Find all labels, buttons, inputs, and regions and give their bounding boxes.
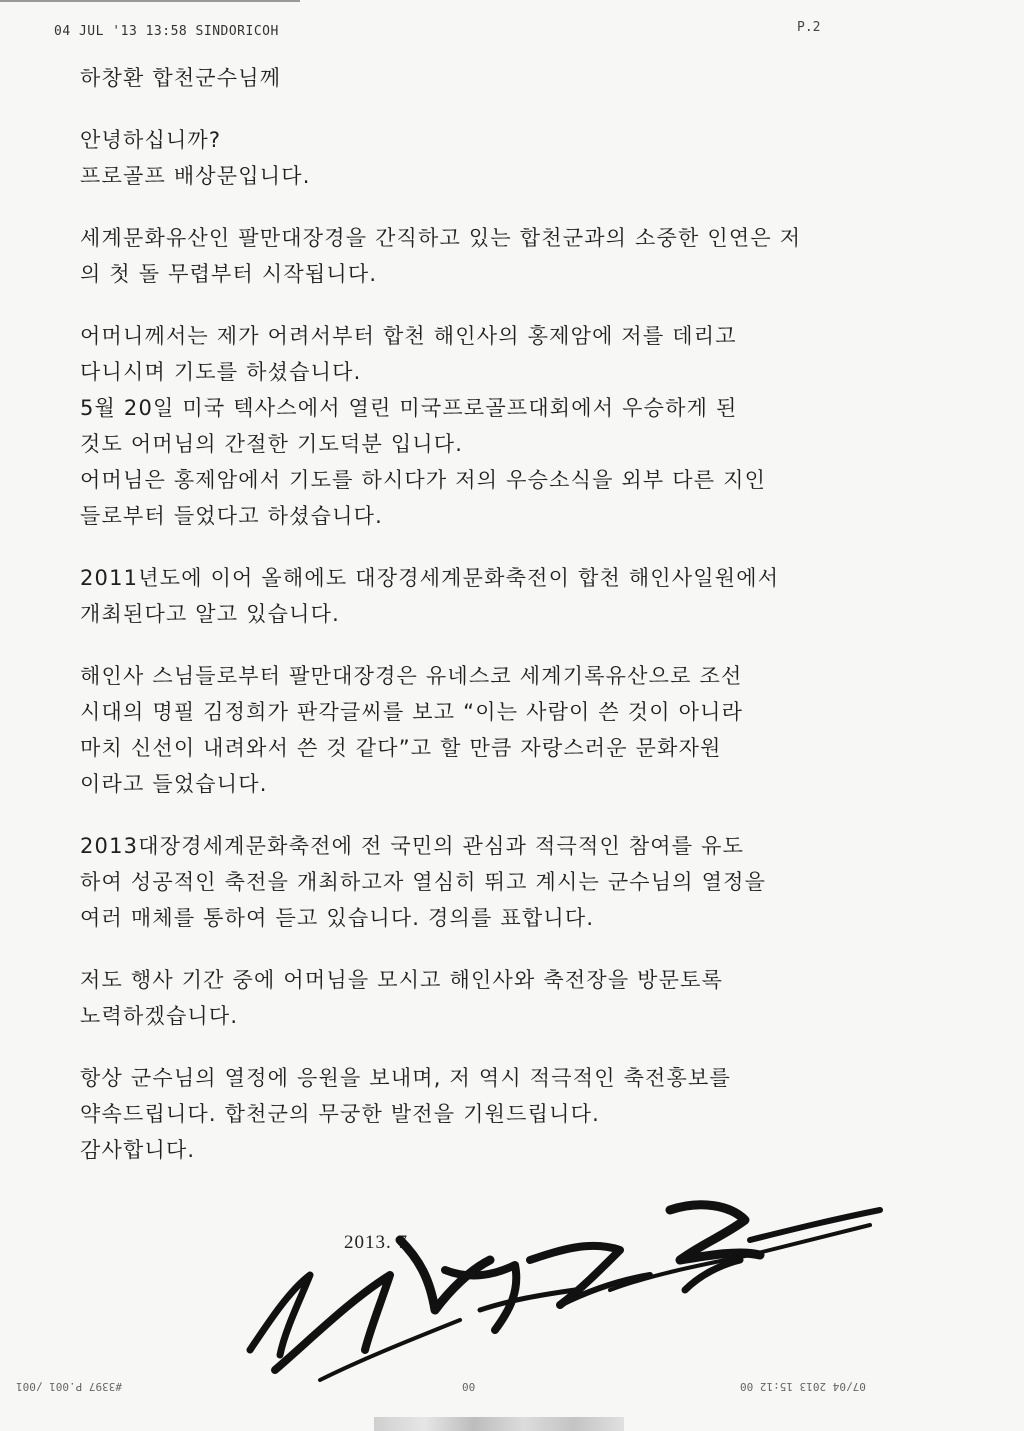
letter-line: 이라고 들었습니다. [80,772,268,796]
letter-line: 것도 어머님의 간절한 기도덕분 입니다. [80,432,464,456]
paragraph-gap [80,292,870,318]
letter-line: 5월 20일 미국 텍사스에서 열린 미국프로골프대회에서 우승하게 된 [80,396,738,420]
intro: 프로골프 배상문입니다. [80,164,311,188]
letter-line: 저도 행사 기간 중에 어머님을 모시고 해인사와 축전장을 방문토록 [80,968,724,992]
letter-line: 항상 군수님의 열정에 응원을 보내며, 저 역시 적극적인 축전홍보를 [80,1066,731,1090]
letter-line: 약속드립니다. 합천군의 무궁한 발전을 기원드립니다. [80,1102,600,1126]
spacer [80,194,870,220]
letter-line: 시대의 명필 김정희가 판각글씨를 보고 “이는 사람이 쓴 것이 아니라 [80,700,744,724]
letter-line: 여러 매체를 통하여 듣고 있습니다. 경의를 표합니다. [80,906,595,930]
paragraph-gap [80,802,870,828]
letter-line: 노력하겠습니다. [80,1004,239,1028]
letter-line: 어머님은 홍제암에서 기도를 하시다가 저의 우승소식을 외부 다른 지인 [80,468,767,492]
paragraphs [80,220,870,1168]
letter-line: 다니시며 기도를 하셨습니다. [80,360,362,384]
letter-line: 들로부터 들었다고 하셨습니다. [80,504,383,528]
letter-line: 개최된다고 알고 있습니다. [80,602,340,626]
letter-body [80,60,870,1168]
paragraph-gap [80,632,870,658]
letter-line: 2011년도에 이어 올해에도 대장경세계문화축전이 합천 해인사일원에서 [80,566,780,590]
fax-footer-left: #3397 P.001 /001 [16,1380,122,1393]
bottom-stamp-strip [374,1417,624,1431]
letter-line: 2013대장경세계문화축전에 전 국민의 관심과 적극적인 참여를 유도 [80,834,745,858]
letter-line: 하여 성공적인 축전을 개최하고자 열심히 뛰고 계시는 군수님의 열정을 [80,870,767,894]
fax-footer-right: 07/04 2013 15:12 00 [740,1380,866,1393]
letter-line: 어머니께서는 제가 어려서부터 합천 해인사의 홍제암에 저를 데리고 [80,324,737,348]
page-number: P.2 [797,20,821,35]
greeting: 안녕하십니까? [80,128,222,152]
salutation: 하창환 합천군수님께 [80,66,282,90]
paragraph-gap [80,936,870,962]
handwritten-signature [230,1180,890,1400]
paragraph-gap [80,1034,870,1060]
letter-line: 감사합니다. [80,1138,196,1162]
top-rule [0,0,300,2]
paragraph-gap [80,534,870,560]
letter-date: 2013. 7. [344,1232,414,1253]
letter-line: 해인사 스님들로부터 팔만대장경은 유네스코 세계기록유산으로 조선 [80,664,743,688]
letter-line: 마치 신선이 내려와서 쓴 것 같다”고 할 만큼 자랑스러운 문화자원 [80,736,722,760]
fax-header: 04 JUL '13 13:58 SINDORICOH [54,24,279,39]
fax-footer-mid: 00 [462,1380,476,1393]
letter-line: 세계문화유산인 팔만대장경을 간직하고 있는 합천군과의 소중한 인연은 저 [80,226,802,250]
spacer [80,96,870,122]
letter-line: 의 첫 돌 무렵부터 시작됩니다. [80,262,378,286]
